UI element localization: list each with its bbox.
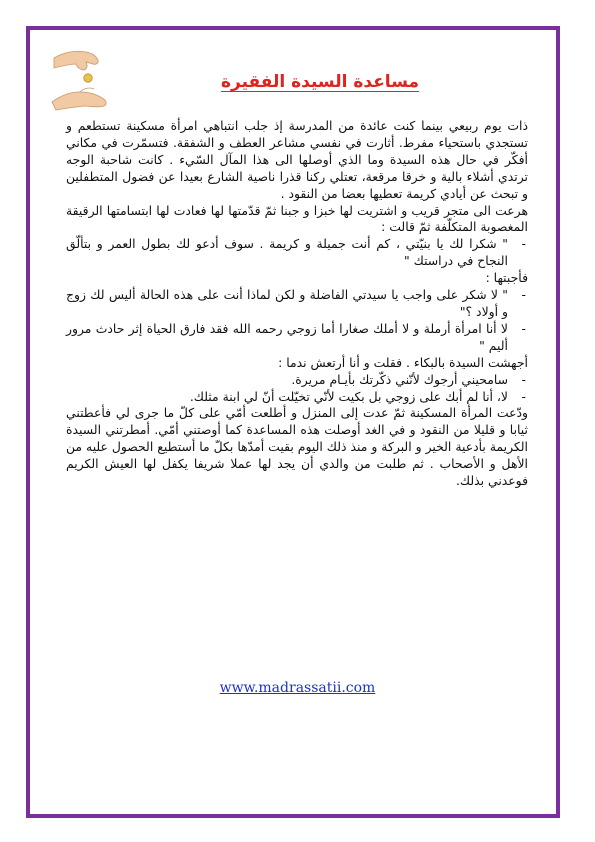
giving-hands-icon	[46, 36, 126, 116]
story-paragraph: ذات يوم ربيعي بينما كنت عائدة من المدرسة إذ جلب انتباهي امرأة مسكينة تستطعم و تستجدي باستحياء مفرط. أثارت في نفسي مشاعر العطف و الشفقة. فتسمّرت في مكاني أفكّر في حال هذه السيدة وما الذي أوصلها الى هذا المآل السّيء . كانت شاحبة الوجه ترتدي أشلاء بالية و خرقا مرقعة، تعتلي ركنا قذرا ناصية الشارع بعيدا عن فضول المتطفلين و تبحث عن أيادي كريمة تعطيها بعضا من النقود .	[66, 118, 528, 201]
dialogue-text: سامحيني أرجوك لأنّني ذكّرتك بأيـام مريرة.	[291, 371, 508, 387]
dialogue-text: " شكرا لك يا بنيّتي ، كم أنت جميلة و كريمة . سوف أدعو لك بطول العمر و بتألّق النجاح في دراستك "	[66, 236, 508, 269]
dialogue-dash: -	[521, 320, 526, 336]
website-link[interactable]: www.madrassatii.com	[219, 680, 376, 696]
page-title: مساعدة السيدة الفقيرة	[220, 72, 420, 92]
dialogue-line	[66, 372, 528, 389]
dialogue-line	[66, 389, 528, 406]
story-body	[66, 118, 528, 490]
dialogue-dash: -	[521, 236, 526, 252]
dialogue-line	[66, 236, 528, 270]
dialogue-text: " لا شكر على واجب يا سيدتي الفاضلة و لكن لماذا أنت على هذه الحالة أليس لك زوج و أولاد ؟"	[66, 287, 508, 319]
dialogue-dash: -	[521, 371, 526, 387]
story-paragraph: ودّعت المرأة المسكينة ثمّ عدت إلى المنزل و أطلعت أمّي على كلّ ما جرى لي فأعطتني ثيابا و قليلا من النقود و في الغد أوصلت هذه المساعدة كما أوصتني أمّي. أمطرتني السيدة الكريمة بأدعية الخير و البركة و منذ ذلك اليوم بقيت أمدّها بكلّ ما أستطيع الحصول عليه من الأهل و الأصحاب . ثم طلبت من والدي أن يجد لها عملا شريفا يكفل لها العيش الكريم فوعدني بذلك.	[66, 405, 528, 489]
story-paragraph: هرعت الى متجر قريب و اشتريت لها خبزا و جبنا ثمّ قدّمتها لها فعادت لها ابتسامتها الرقيقة المغصوبة المتكلّفة ثمّ قالت :	[66, 202, 528, 235]
dialogue-line	[66, 321, 528, 355]
story-paragraph: أجهشت السيدة بالبكاء . فقلت و أنا أرتعش ندما :	[278, 354, 528, 370]
dialogue-text: لا أنا امرأة أرملة و لا أملك صغارا أما زوجي رحمه الله فقد فارق الحياة إثر حادث مرور أليم "	[66, 320, 508, 353]
dialogue-dash: -	[521, 388, 526, 404]
dialogue-text: لا، أنا لم أبك على زوجي بل بكيت لأنّي تخيّلت أنّ لي ابنة مثلك.	[189, 388, 508, 404]
story-paragraph: فأجبتها :	[485, 270, 528, 286]
dialogue-dash: -	[521, 287, 526, 303]
dialogue-line	[66, 287, 528, 321]
